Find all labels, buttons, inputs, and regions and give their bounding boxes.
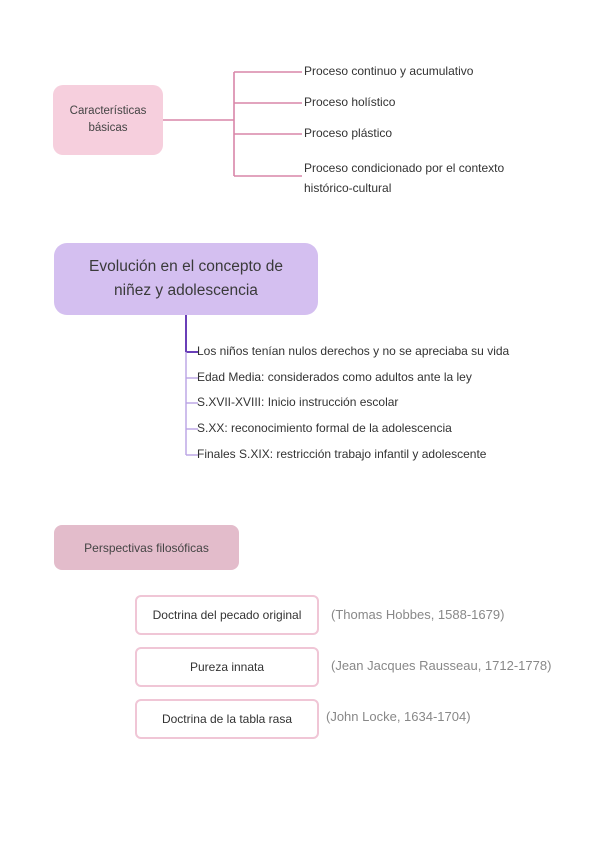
doctrine-name: Pureza innata xyxy=(189,660,265,674)
section1-connectors xyxy=(163,72,302,176)
section1-item: Proceso continuo y acumulativo xyxy=(304,64,474,78)
doctrine-author: (John Locke, 1634-1704) xyxy=(326,709,471,724)
doctrine-box xyxy=(135,595,319,635)
perspectivas-filosoficas-node xyxy=(54,525,239,570)
section2-item: Finales S.XIX: restricción trabajo infantil y adolescente xyxy=(197,447,487,461)
doctrine-author: (Jean Jacques Rausseau, 1712-1778) xyxy=(331,658,552,673)
section2-item: S.XVII-XVIII: Inicio instrucción escolar xyxy=(197,395,399,409)
section1-item: Proceso condicionado por el contexto histórico-cultural xyxy=(304,161,505,195)
doctrine-box xyxy=(135,647,319,687)
caracteristicas-basicas-title: Características básicas xyxy=(69,105,147,134)
section2-item: Los niños tenían nulos derechos y no se apreciaba su vida xyxy=(197,344,510,358)
doctrine-name: Doctrina de la tabla rasa xyxy=(161,712,293,726)
doctrine-author: (Thomas Hobbes, 1588-1679) xyxy=(331,607,505,622)
section1-item: Proceso holístico xyxy=(304,95,396,109)
evolucion-concepto-node xyxy=(54,243,318,315)
section2-item: Edad Media: considerados como adultos ante la ley xyxy=(197,370,472,384)
doctrine-name: Doctrina del pecado original xyxy=(152,608,302,622)
evolucion-concepto-title: Evolución en el concepto de niñez y adolescencia xyxy=(89,258,283,299)
perspectivas-filosoficas-title: Perspectivas filosóficas xyxy=(84,540,209,555)
doctrine-box xyxy=(135,699,319,739)
section2-item: S.XX: reconocimiento formal de la adolescencia xyxy=(197,421,452,435)
caracteristicas-basicas-node xyxy=(53,85,163,155)
section1-item: Proceso plástico xyxy=(304,126,393,140)
